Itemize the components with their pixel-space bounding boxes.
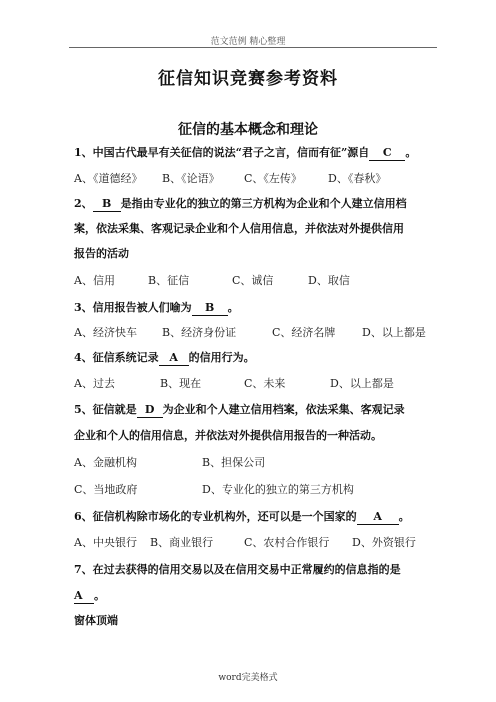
q2-option-b: B、征信 (148, 274, 190, 287)
question-2-line-3: 报告的活动 (74, 247, 129, 260)
header-rule (69, 47, 437, 48)
question-2-answer: B (93, 197, 121, 212)
question-2-line-2: 案，依法采集、客观记录企业和个人信用信息，并依法对外提供信用 (74, 222, 404, 235)
q4-option-d: D、以上都是 (330, 377, 394, 390)
q3-option-d: D、以上都是 (362, 326, 426, 339)
q5-option-d: D、专业化的独立的第三方机构 (202, 483, 354, 496)
q6-option-c: C、农村合作银行 (244, 536, 330, 549)
question-4-answer: A (159, 351, 189, 366)
q1-option-d: D、《春秋》 (328, 172, 387, 185)
q1-option-b: B、《论语》 (162, 172, 220, 185)
question-7: 7、在过去获得的信用交易以及在信用交易中正常履约的信息指的是 (74, 563, 401, 576)
q2-option-c: C、诚信 (232, 274, 274, 287)
question-5-line-2: 企业和个人的信用信息，并依法对外提供信用报告的一种活动。 (74, 429, 382, 442)
question-2-options (74, 274, 350, 288)
question-7-answer: A (74, 589, 94, 604)
question-6 (74, 510, 410, 525)
question-1 (74, 146, 416, 161)
q1-option-a: A、《道德经》 (74, 172, 143, 185)
question-1-text: 1、中国古代最早有关征信的说法“君子之言，信而有征”源自 (74, 146, 370, 159)
question-2-text: 是指由专业化的独立的第三方机构为企业和个人建立信用档 (120, 197, 407, 210)
q5-option-b: B、担保公司 (202, 456, 266, 469)
q5-option-c: C、当地政府 (74, 483, 138, 496)
document-title: 征信知识竞赛参考资料 (158, 69, 338, 89)
question-5 (74, 403, 405, 418)
question-1-answer: C (369, 146, 405, 161)
q1-option-c: C、《左传》 (244, 172, 302, 185)
question-5-text: 为企业和个人建立信用档案，依法采集、客观记录 (162, 403, 405, 416)
question-7-end: 。 (94, 589, 105, 602)
question-2-prefix: 2、 (74, 197, 93, 210)
question-5-options-row-1 (74, 456, 265, 470)
question-3-end: 。 (227, 301, 239, 314)
question-5-options-row-2 (74, 483, 354, 497)
question-4-options (74, 377, 394, 391)
question-3-options (74, 326, 426, 340)
question-3-answer: B (192, 301, 228, 316)
page-header: 范文范例 精心整理 (210, 37, 286, 47)
q2-option-a: A、信用 (74, 274, 115, 287)
question-7-line-2 (74, 589, 105, 604)
question-5-answer: D (137, 403, 163, 418)
q2-option-d: D、取信 (308, 274, 350, 287)
page-footer: word完美格式 (218, 673, 278, 683)
question-1-end: 。 (405, 146, 417, 159)
question-2 (74, 197, 407, 212)
q3-option-a: A、经济快车 (74, 326, 137, 339)
section-label: 窗体顶端 (74, 614, 118, 627)
question-6-options (74, 536, 416, 550)
question-3-text: 3、信用报告被人们喻为 (74, 301, 192, 314)
q6-option-a: A、中央银行 (74, 536, 137, 549)
question-6-end: 。 (398, 510, 410, 523)
q6-option-d: D、外资银行 (352, 536, 416, 549)
question-5-prefix: 5、征信就是 (74, 403, 137, 416)
q4-option-c: C、未来 (244, 377, 286, 390)
q3-option-c: C、经济名牌 (272, 326, 336, 339)
q4-option-b: B、现在 (160, 377, 202, 390)
q4-option-a: A、过去 (74, 377, 115, 390)
question-4-end: 的信用行为。 (188, 351, 255, 364)
section-subtitle: 征信的基本概念和理论 (178, 122, 318, 138)
question-4-text: 4、征信系统记录 (74, 351, 159, 364)
q3-option-b: B、经济身份证 (162, 326, 237, 339)
question-6-answer: A (357, 510, 399, 525)
q6-option-b: B、商业银行 (150, 536, 214, 549)
q5-option-a: A、金融机构 (74, 456, 137, 469)
question-6-text: 6、征信机构除市场化的专业机构外，还可以是一个国家的 (74, 510, 357, 523)
question-3 (74, 301, 239, 316)
question-4 (74, 351, 255, 366)
question-1-options (74, 172, 386, 186)
